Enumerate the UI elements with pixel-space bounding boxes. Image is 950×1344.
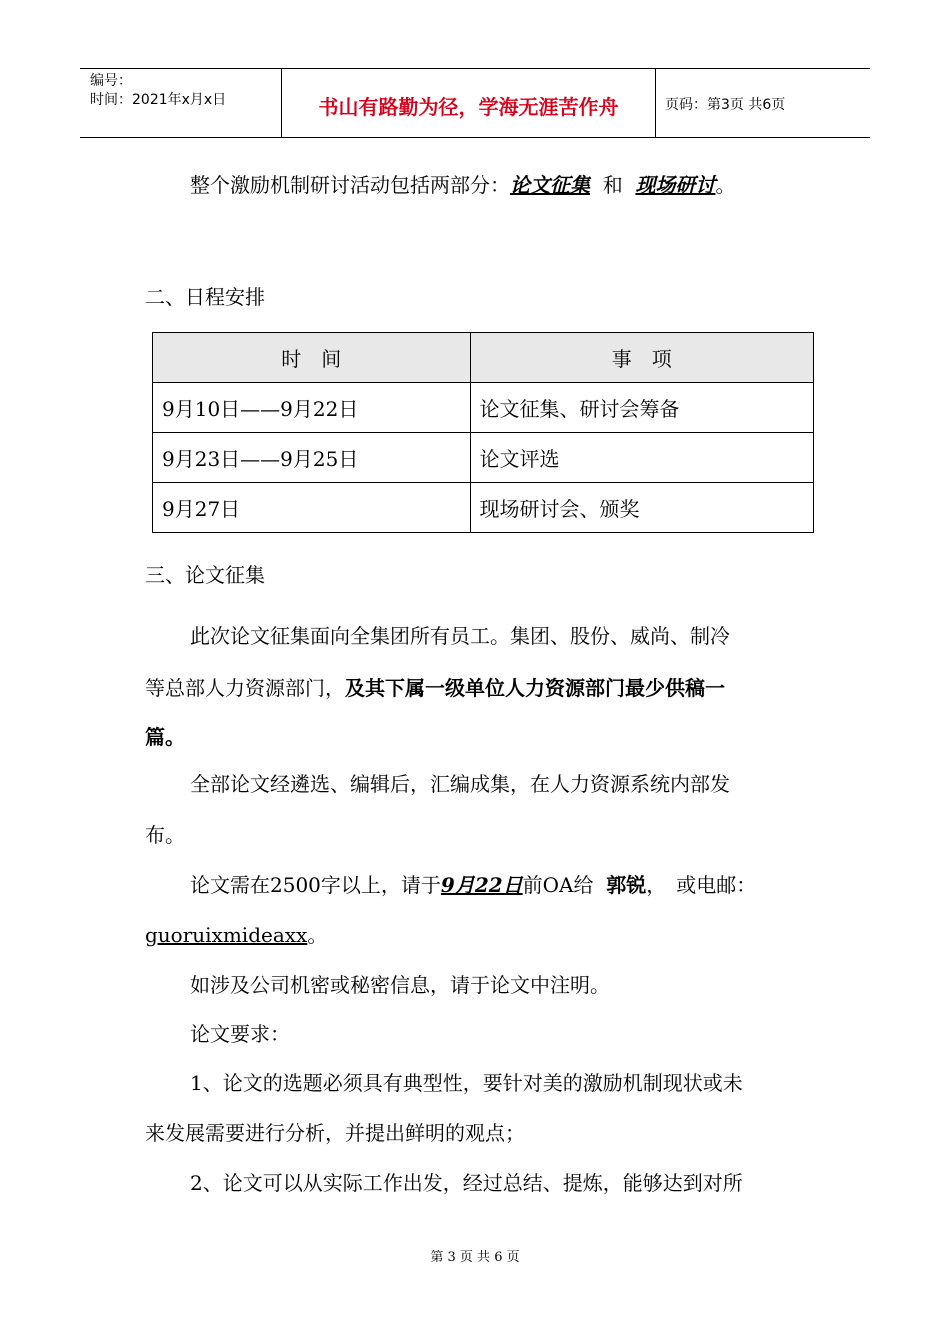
- paragraph-line: 1、论文的选题必须具有典型性，要针对美的激励机制现状或未: [190, 1071, 743, 1095]
- table-cell-item: 论文征集、研讨会筹备: [470, 383, 813, 433]
- paragraph-line: 布。: [145, 823, 185, 847]
- header-meta: [90, 72, 226, 110]
- intro-part2: 现场研讨: [635, 173, 716, 197]
- deadline-date: 9月22日: [440, 873, 523, 897]
- table-cell-item: 现场研讨会、颁奖: [470, 483, 813, 533]
- paragraph-line: [190, 873, 756, 897]
- table-header-cell: 时 间: [153, 333, 471, 383]
- table-row: [153, 383, 814, 433]
- table-cell-time: 9月23日——9月25日: [153, 433, 471, 483]
- page-header: [80, 68, 870, 138]
- table-cell-item: 论文评选: [470, 433, 813, 483]
- section-heading-schedule: 二、日程安排: [145, 285, 265, 309]
- paragraph-line: [145, 725, 185, 749]
- header-motto: 书山有路勤为径，学海无涯苦作舟: [318, 95, 619, 119]
- section-heading-papers: 三、论文征集: [145, 563, 265, 587]
- paragraph-line: 全部论文经遴选、编辑后，汇编成集，在人力资源系统内部发: [190, 772, 730, 796]
- page-footer: 第 3 页 共 6 页: [430, 1250, 520, 1265]
- email-suffix: 。: [307, 923, 328, 947]
- schedule-table: [152, 332, 814, 533]
- deadline-middle: 前OA给: [522, 873, 594, 897]
- email-link[interactable]: guoruixmideaxx: [145, 923, 308, 947]
- intro-prefix: 整个激励机制研讨活动包括两部分：: [190, 173, 510, 197]
- doc-code-label: 编号：: [90, 73, 132, 89]
- contact-name: 郭锐: [606, 873, 647, 897]
- intro-suffix: 。: [715, 173, 736, 197]
- paragraph-line: 此次论文征集面向全集团所有员工。集团、股份、威尚、制冷: [190, 624, 730, 648]
- table-cell-time: 9月27日: [153, 483, 471, 533]
- table-row: [153, 433, 814, 483]
- intro-paragraph: [190, 173, 735, 197]
- p1-bold-text: 及其下属一级单位人力资源部门最少供稿一: [345, 676, 725, 700]
- p1-bold-text: 篇。: [145, 725, 185, 749]
- paragraph-line: 2、论文可以从实际工作出发，经过总结、提炼，能够达到对所: [190, 1171, 743, 1195]
- table-row: [153, 483, 814, 533]
- deadline-suffix: ， 或电邮：: [646, 873, 757, 897]
- paragraph-line: [145, 923, 327, 947]
- header-divider: [655, 69, 656, 137]
- intro-joiner: 和: [602, 173, 623, 197]
- table-header-cell: 事 项: [470, 333, 813, 383]
- doc-date-label: 时间：2021年x月x日: [90, 92, 227, 108]
- table-cell-time: 9月10日——9月22日: [153, 383, 471, 433]
- p1-normal-text: 等总部人力资源部门，: [145, 676, 345, 700]
- intro-part1: 论文征集: [510, 173, 590, 197]
- paragraph-line: 论文要求：: [190, 1022, 290, 1046]
- table-header-row: [153, 333, 814, 383]
- deadline-prefix: 论文需在2500字以上，请于: [190, 873, 441, 897]
- paragraph-line: 如涉及公司机密或秘密信息，请于论文中注明。: [190, 973, 610, 997]
- paragraph-line: 来发展需要进行分析，并提出鲜明的观点；: [145, 1121, 525, 1145]
- header-page-info: 页码：第3页 共6页: [665, 97, 786, 113]
- paragraph-line: [145, 676, 725, 700]
